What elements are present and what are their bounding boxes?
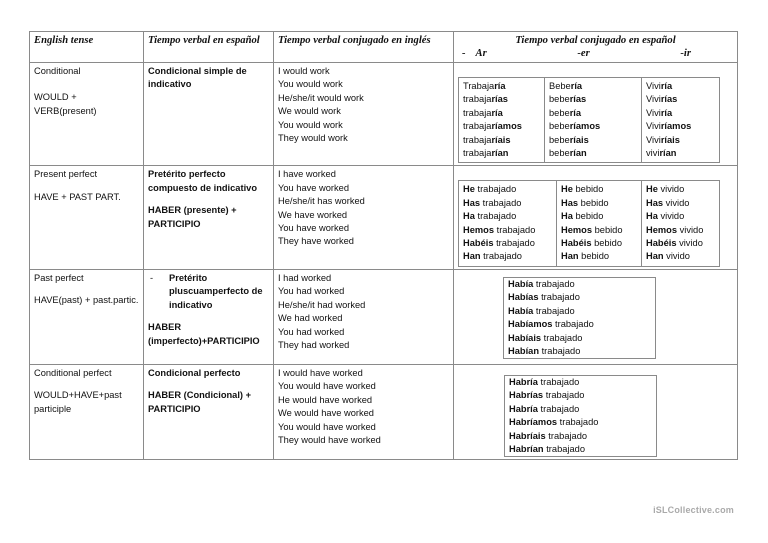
english-forms-cell [274, 63, 454, 166]
tense-cell [30, 364, 144, 459]
header-er: -er [577, 48, 590, 59]
list-item: You have worked [278, 182, 349, 193]
list-item: You would work [278, 119, 343, 130]
list-item: Ha vivido [646, 211, 685, 222]
spanish-forms-cell [454, 166, 738, 269]
english-forms-cell [274, 364, 454, 459]
list-item: Habríamos trabajado [509, 417, 599, 428]
tense-cell [30, 63, 144, 166]
list-item: Has bebido [561, 197, 609, 208]
list-item: Han trabajado [463, 251, 522, 262]
spanish-tense-cell [144, 63, 274, 166]
conjugation-grid [458, 180, 720, 266]
table-row-conditional-perfect [30, 364, 738, 459]
list-item: They have worked [278, 236, 354, 247]
header-endings [458, 47, 733, 60]
list-item: He bebido [561, 184, 604, 195]
list-item: Ha trabajado [463, 211, 517, 222]
bullet-dash: - [150, 272, 154, 283]
header-row [30, 32, 738, 63]
er-column [545, 78, 642, 163]
list-item: Habríais trabajado [509, 430, 588, 441]
spanish-tense-name: Condicional perfecto [148, 367, 241, 378]
list-item: Habrían trabajado [509, 443, 585, 454]
ar-column [459, 181, 557, 266]
table-row-conditional [30, 63, 738, 166]
english-forms-cell [274, 166, 454, 269]
list-item: Hemos trabajado [463, 224, 536, 235]
tense-formula: WOULD+HAVE+past participle [34, 390, 122, 414]
tense-formula: HAVE + PAST PART. [34, 191, 121, 202]
conjugation-grid [458, 77, 720, 163]
tense-formula: WOULD + VERB(present) [34, 92, 97, 116]
list-item: trabajaríais [463, 134, 511, 145]
verb-tense-table [29, 31, 738, 460]
english-forms-cell [274, 269, 454, 364]
tense-name: Past perfect [34, 272, 84, 283]
spanish-forms-cell [454, 269, 738, 364]
list-item: Habíais trabajado [508, 332, 583, 343]
list-item: trabajarías [463, 94, 508, 105]
list-item: We have worked [278, 209, 348, 220]
watermark: iSLCollective.com [653, 505, 734, 515]
list-item: Hemos vivido [646, 224, 704, 235]
header-ar-label: Ar [475, 48, 487, 59]
list-item: Viviría [646, 81, 673, 91]
list-item: Habías trabajado [508, 292, 580, 303]
tense-formula: HAVE(past) + past.partic. [34, 295, 139, 306]
list-item: bebería [549, 107, 582, 118]
spanish-tense-cell [144, 269, 274, 364]
er-column [557, 181, 642, 266]
tense-name: Present perfect [34, 169, 98, 180]
list-item: They had worked [278, 339, 350, 350]
list-item: Habéis trabajado [463, 238, 535, 249]
conjugation-box [503, 277, 656, 359]
list-item: He trabajado [463, 184, 517, 195]
list-item: vivirían [646, 148, 677, 159]
list-item: beberían [549, 148, 587, 159]
list-item: Han vivido [646, 251, 690, 262]
spanish-forms-cell [454, 63, 738, 166]
list-item: Habíamos trabajado [508, 319, 594, 330]
spanish-tense-formula: HABER (presente) + PARTICIPIO [148, 205, 237, 229]
list-item: Había trabajado [508, 305, 575, 316]
list-item: They would have worked [278, 434, 381, 445]
list-item: Has vivido [646, 197, 690, 208]
spanish-tense-name: Pretérito perfecto compuesto de indicativo [148, 169, 257, 193]
list-item: Habría trabajado [509, 403, 580, 414]
list-item: Han bebido [561, 251, 610, 262]
list-item: Habría trabajado [509, 376, 580, 387]
list-item: I had worked [278, 272, 332, 283]
list-item: You would work [278, 79, 343, 90]
list-item: We would have worked [278, 408, 374, 419]
spanish-tense-formula: HABER (imperfecto)+PARTICIPIO [148, 322, 260, 346]
tense-cell [30, 269, 144, 364]
table-row-present-perfect [30, 166, 738, 269]
list-item: trabajaría [463, 107, 503, 118]
list-item: Habéis bebido [561, 238, 623, 249]
list-item: Has trabajado [463, 197, 522, 208]
list-item: He/she/it had worked [278, 299, 366, 310]
list-item: You would have worked [278, 381, 376, 392]
header-conjugado-espanol-title: Tiempo verbal conjugado en español [515, 35, 676, 46]
header-ir: -ir [680, 48, 691, 59]
list-item: Viviríamos [646, 121, 692, 132]
conjugation-box [504, 375, 657, 457]
header-conjugado-ingles: Tiempo verbal conjugado en inglés [274, 32, 454, 63]
list-item: Habéis vivido [646, 238, 703, 249]
list-item: You would have worked [278, 421, 376, 432]
list-item: They would work [278, 133, 348, 144]
list-item: You had worked [278, 326, 345, 337]
tense-cell [30, 166, 144, 269]
list-item: I have worked [278, 169, 336, 180]
ir-column [642, 78, 720, 163]
list-item: We had worked [278, 313, 343, 324]
spanish-tense-cell [144, 364, 274, 459]
list-item: Hemos bebido [561, 224, 623, 235]
list-item: beberíais [549, 134, 589, 145]
list-item: Viviríais [646, 134, 680, 145]
list-item: beberíamos [549, 121, 601, 132]
list-item: He/she/it would work [278, 92, 364, 103]
list-item: trabajarían [463, 148, 509, 159]
list-item: Habían trabajado [508, 345, 581, 356]
list-item: I would have worked [278, 367, 363, 378]
list-item: Vivirías [646, 94, 678, 105]
list-item: We would work [278, 106, 341, 117]
list-item: trabajaríamos [463, 121, 522, 132]
list-item: Bebería [549, 81, 583, 91]
list-item: Habrías trabajado [509, 390, 585, 401]
spanish-tense-formula: HABER (Condicional) + PARTICIPIO [148, 390, 252, 414]
list-item: I would work [278, 66, 330, 76]
list-item: You had worked [278, 286, 345, 297]
list-item: beberías [549, 94, 587, 105]
ir-column [642, 181, 720, 266]
list-item: He would have worked [278, 394, 373, 405]
header-tiempo-verbal: Tiempo verbal en español [144, 32, 274, 63]
list-item: Trabajaría [463, 81, 506, 91]
header-ar: - Ar [462, 48, 487, 59]
spanish-tense-name: Condicional simple de indicativo [148, 66, 247, 90]
list-item: You have worked [278, 223, 349, 234]
list-item: He vivido [646, 184, 685, 195]
list-item: He/she/it has worked [278, 196, 365, 207]
spanish-tense-cell [144, 166, 274, 269]
spanish-tense-label: Pretérito pluscuamperfecto de indicativo [169, 272, 263, 310]
table-row-past-perfect [30, 269, 738, 364]
tense-name: Conditional [34, 66, 81, 76]
spanish-forms-cell [454, 364, 738, 459]
tense-name: Conditional perfect [34, 367, 112, 378]
list-item: Viviría [646, 107, 673, 118]
spanish-tense-name [148, 272, 269, 312]
list-item: Ha bebido [561, 211, 604, 222]
ar-column [459, 78, 545, 163]
header-english-tense: English tense [30, 32, 144, 63]
list-item: Había trabajado [508, 278, 575, 289]
header-conjugado-espanol [454, 32, 738, 63]
